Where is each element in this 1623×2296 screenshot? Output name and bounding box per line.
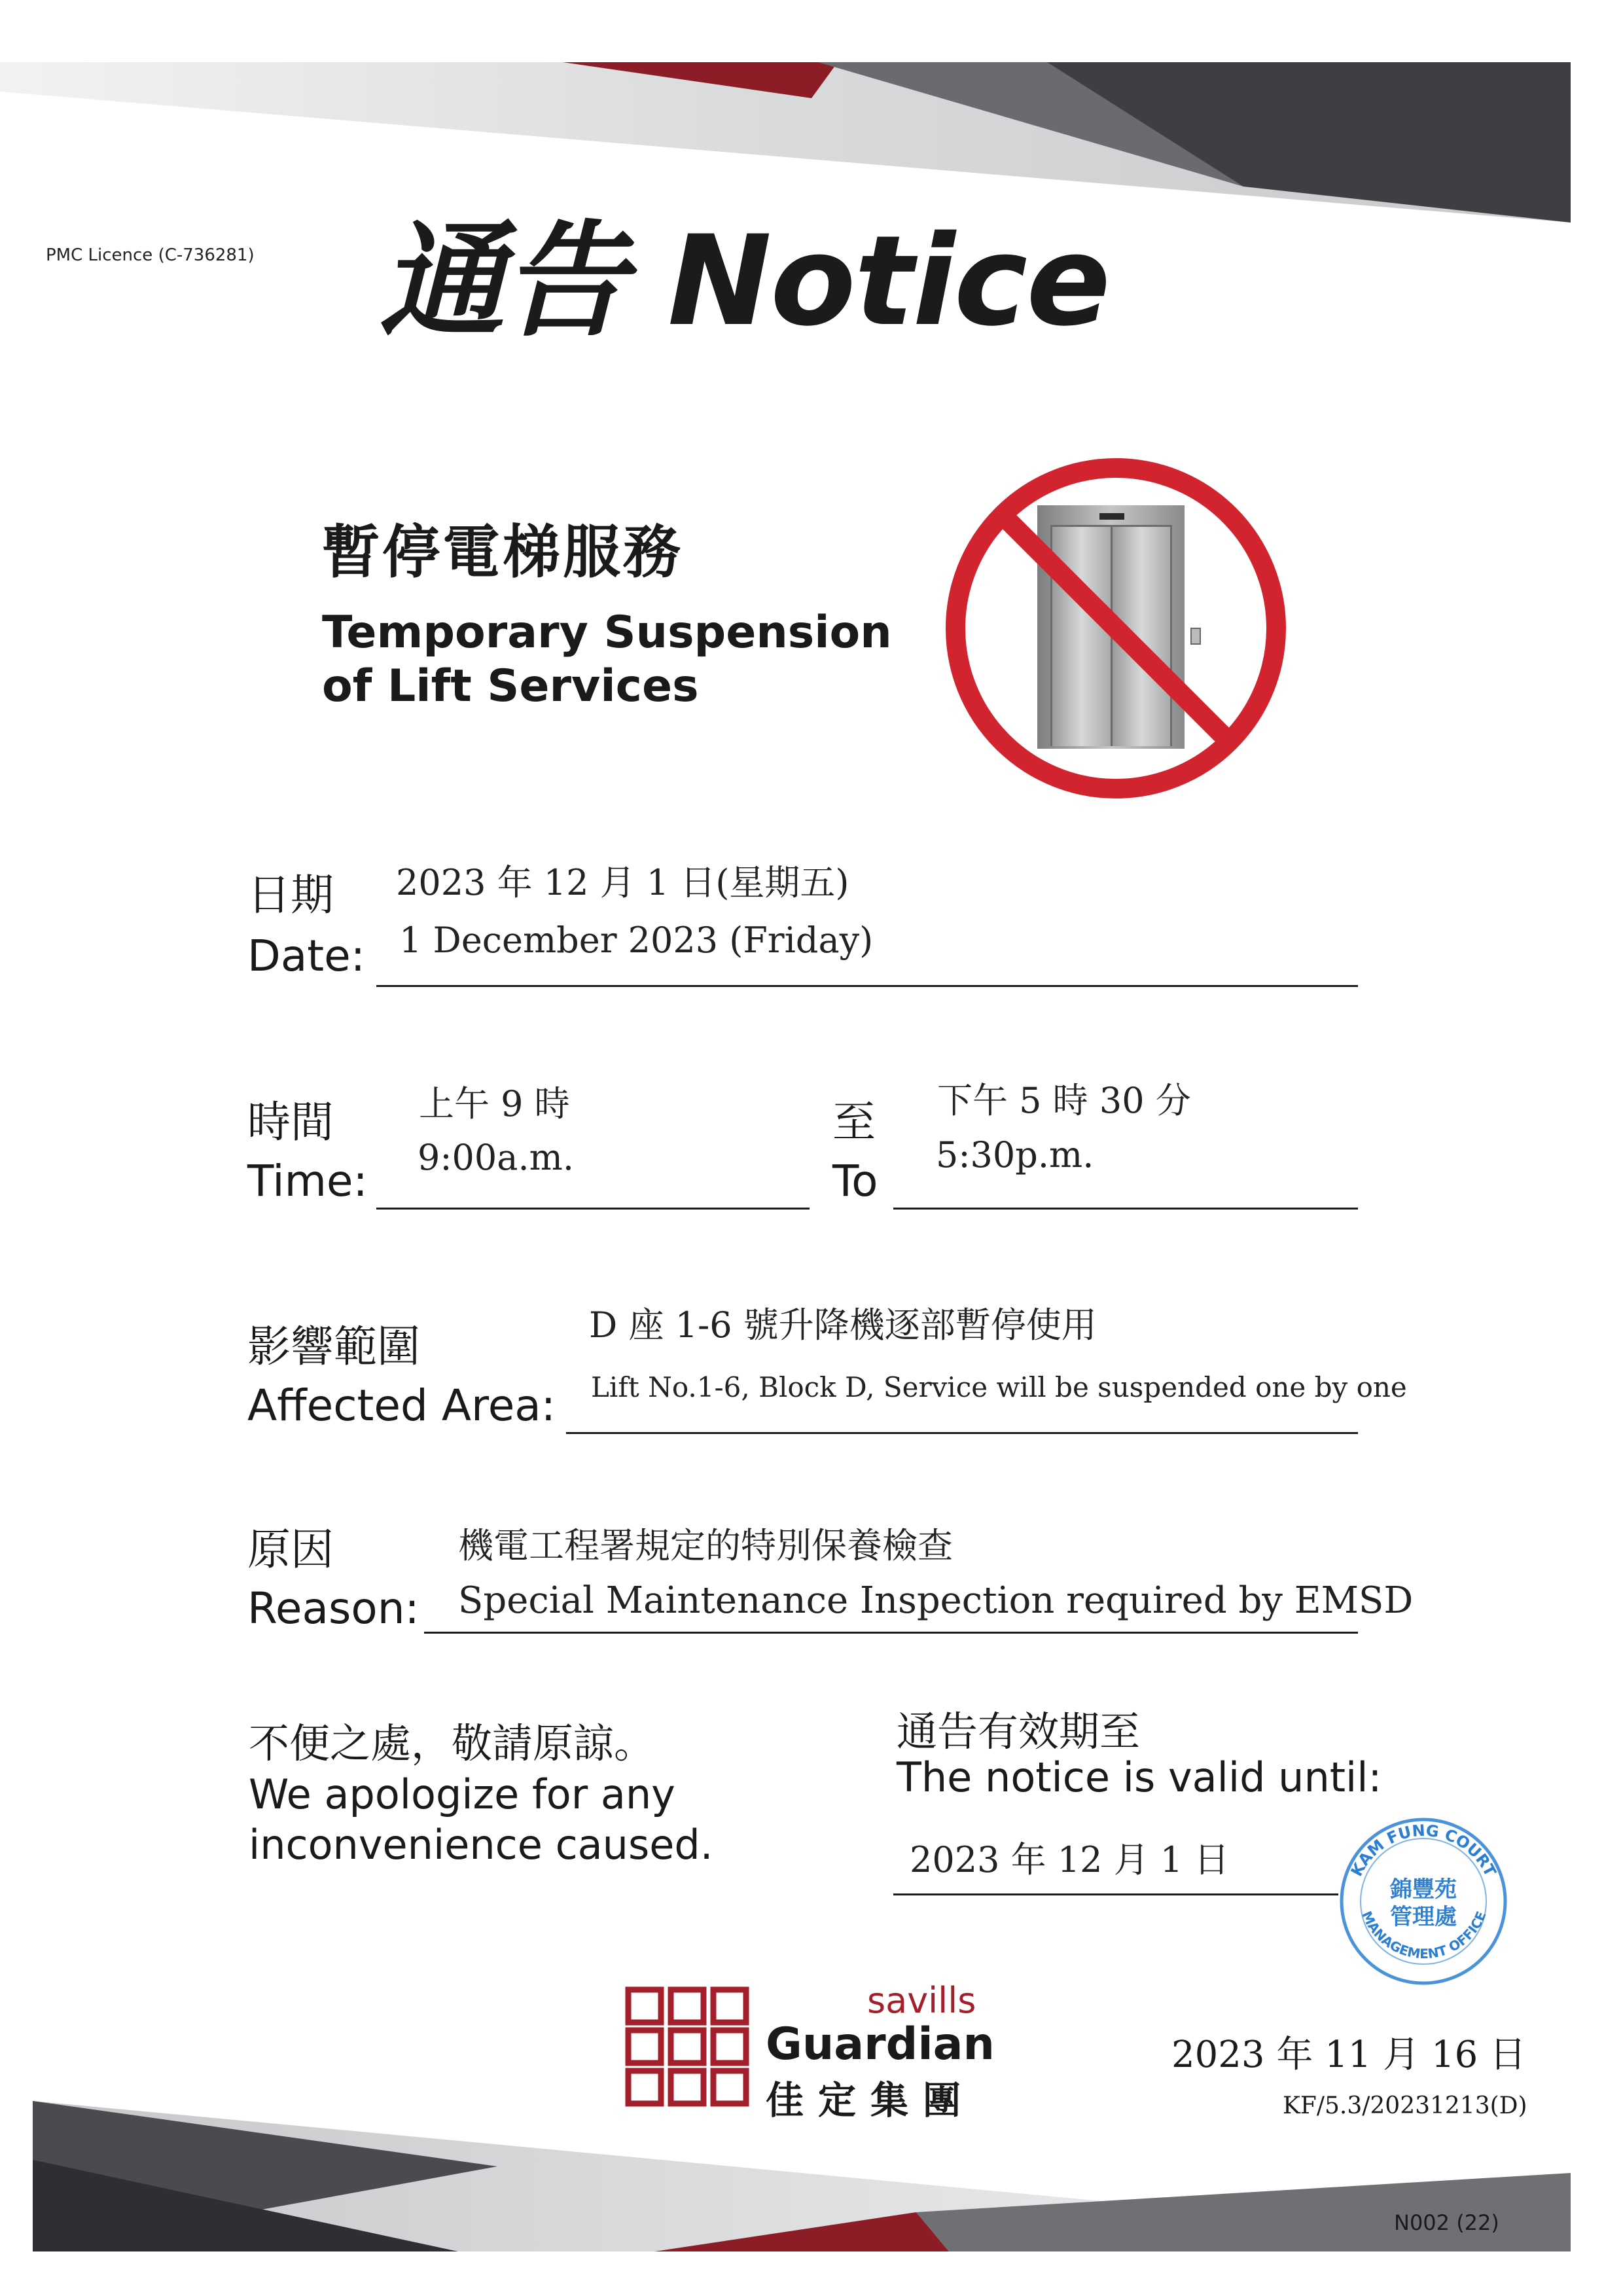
form-number: N002 (22): [1394, 2210, 1499, 2235]
stamp-top-text: KAM FUNG COURT: [1347, 1821, 1500, 1880]
apology-en-line2: inconvenience caused.: [249, 1821, 713, 1869]
reason-label-en: Reason:: [247, 1583, 419, 1634]
stamp-middle2: 管理處: [1390, 1904, 1457, 1930]
apology-zh: 不便之處，敬請原諒。: [249, 1719, 655, 1767]
stamp-middle1: 錦豐苑: [1390, 1876, 1457, 1903]
guardian-grid-logo: [625, 1986, 749, 2108]
brand-savills: savills: [867, 1980, 976, 2021]
subject-en: [322, 606, 911, 713]
time-from-en: 9:00a.m.: [418, 1137, 574, 1178]
no-lift-sign-icon: [939, 452, 1293, 805]
apology-text: [249, 1718, 759, 1871]
time-to-label-en: To: [832, 1156, 878, 1206]
svg-text:KAM FUNG COURT: [1347, 1821, 1500, 1880]
area-label-en: Affected Area:: [247, 1380, 556, 1431]
time-label-zh: 時間: [247, 1097, 334, 1147]
subject-en-line1: Temporary Suspension: [322, 607, 892, 658]
licence-number: PMC Licence (C-736281): [46, 245, 255, 265]
date-underline: [376, 985, 1358, 987]
valid-until-underline: [893, 1893, 1338, 1895]
time-label-en: Time:: [247, 1156, 368, 1206]
reference-code: KF/5.3/20231213(D): [1283, 2092, 1527, 2119]
time-to-underline: [893, 1208, 1358, 1210]
brand-zh: 佳定集團: [766, 2078, 976, 2123]
apology-en-line1: We apologize for any: [249, 1770, 675, 1818]
date-label-en: Date:: [247, 931, 365, 981]
time-to-en: 5:30p.m.: [936, 1134, 1094, 1175]
area-underline: [566, 1432, 1358, 1434]
date-label-zh: 日期: [247, 870, 334, 920]
area-label-zh: 影響範圍: [247, 1321, 420, 1372]
time-from-zh: 上午 9 時: [419, 1083, 570, 1124]
reason-label-zh: 原因: [247, 1524, 334, 1575]
subject-zh: 暫停電梯服務: [322, 518, 684, 586]
brand-guardian: Guardian: [766, 2018, 995, 2070]
date-value-en: 1 December 2023 (Friday): [399, 920, 874, 961]
top-banner: [0, 62, 1623, 232]
time-to-label-zh: 至: [832, 1097, 876, 1147]
date-value-zh: 2023 年 12 月 1 日(星期五): [396, 862, 849, 903]
area-value-zh: D 座 1-6 號升降機逐部暫停使用: [589, 1304, 1097, 1346]
management-office-stamp: [1335, 1813, 1512, 1990]
stamp-bottom-text: MANAGEMENT OFFICE: [1359, 1909, 1489, 1962]
time-to-zh: 下午 5 時 30 分: [937, 1080, 1191, 1121]
issue-date: 2023 年 11 月 16 日: [1171, 2034, 1527, 2076]
valid-until-label-zh: 通告有效期至: [897, 1708, 1141, 1755]
time-from-underline: [376, 1208, 810, 1210]
area-value-en: Lift No.1-6, Block D, Service will be suspended one by one: [591, 1371, 1407, 1403]
reason-value-zh: 機電工程署規定的特別保養檢查: [458, 1525, 953, 1566]
subject-en-line2: of Lift Services: [322, 660, 699, 712]
reason-value-en: Special Maintenance Inspection required by EMSD: [458, 1579, 1414, 1622]
valid-until-label-en: The notice is valid until:: [897, 1753, 1382, 1801]
page-title: 通告 Notice: [380, 209, 1110, 353]
reason-underline: [424, 1632, 1358, 1634]
valid-until-value: 2023 年 12 月 1 日: [910, 1839, 1230, 1880]
